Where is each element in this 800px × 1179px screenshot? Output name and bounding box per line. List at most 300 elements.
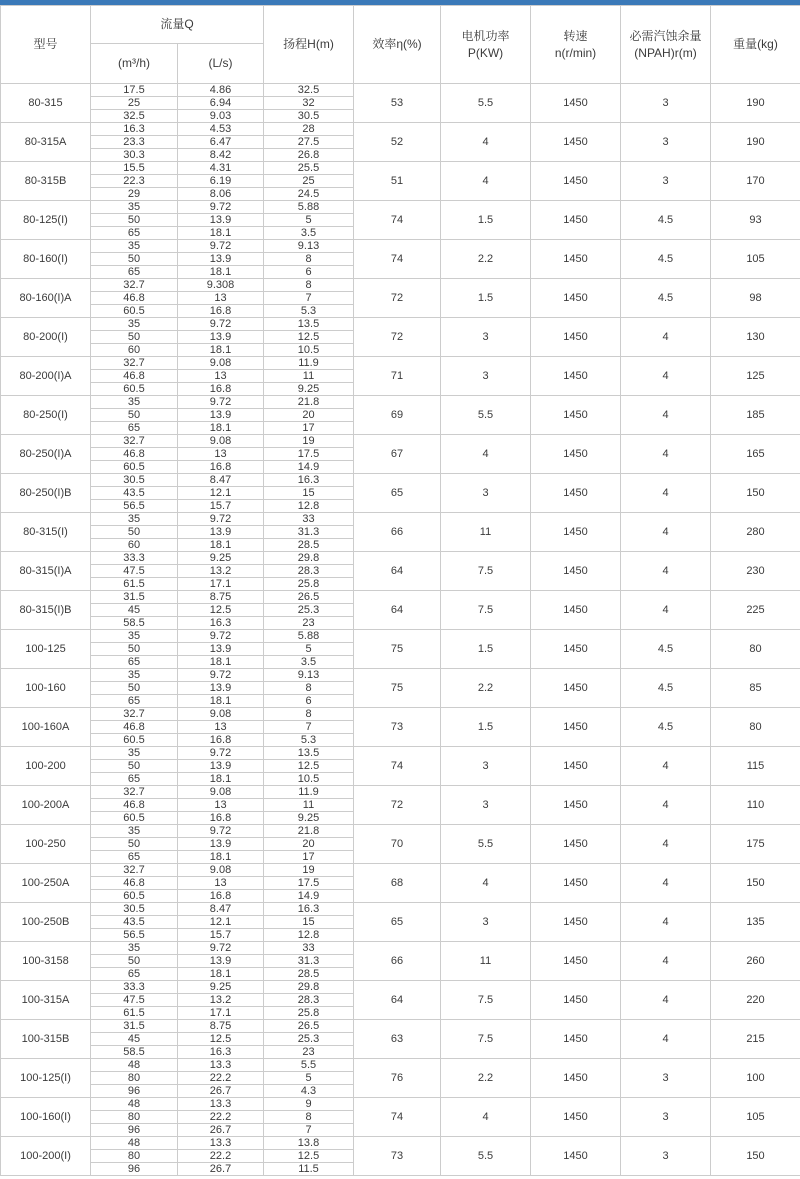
head-cell: 7	[264, 1124, 354, 1137]
flow-m3h-cell: 46.8	[91, 370, 178, 383]
flow-m3h-cell: 25	[91, 97, 178, 110]
flow-m3h-cell: 35	[91, 942, 178, 955]
flow-ls-cell: 9.72	[178, 825, 264, 838]
spec-row	[1, 981, 800, 994]
flow-m3h-cell: 47.5	[91, 565, 178, 578]
flow-m3h-cell: 48	[91, 1059, 178, 1072]
flow-ls-cell: 13	[178, 370, 264, 383]
flow-ls-cell: 8.47	[178, 474, 264, 487]
flow-m3h-cell: 16.3	[91, 123, 178, 136]
flow-ls-cell: 26.7	[178, 1085, 264, 1098]
flow-m3h-cell: 56.5	[91, 500, 178, 513]
efficiency-cell: 69	[354, 396, 441, 435]
weight-cell: 185	[711, 396, 800, 435]
flow-ls-cell: 13.9	[178, 526, 264, 539]
weight-cell: 280	[711, 513, 800, 552]
power-cell: 2.2	[441, 669, 531, 708]
head-cell: 4.3	[264, 1085, 354, 1098]
spec-row	[1, 84, 800, 97]
npsh-cell: 4	[621, 435, 711, 474]
head-cell: 28.5	[264, 968, 354, 981]
flow-m3h-cell: 33.3	[91, 552, 178, 565]
weight-cell: 215	[711, 1020, 800, 1059]
speed-cell: 1450	[531, 1098, 621, 1137]
flow-ls-cell: 9.308	[178, 279, 264, 292]
spec-row	[1, 396, 800, 409]
weight-cell: 98	[711, 279, 800, 318]
speed-cell: 1450	[531, 279, 621, 318]
flow-ls-cell: 13.9	[178, 838, 264, 851]
weight-cell: 150	[711, 864, 800, 903]
flow-m3h-cell: 50	[91, 760, 178, 773]
head-cell: 17	[264, 422, 354, 435]
weight-cell: 105	[711, 240, 800, 279]
flow-m3h-cell: 80	[91, 1072, 178, 1085]
weight-cell: 150	[711, 474, 800, 513]
flow-ls-cell: 13	[178, 877, 264, 890]
flow-ls-cell: 17.1	[178, 1007, 264, 1020]
head-cell: 16.3	[264, 903, 354, 916]
head-cell: 25.5	[264, 162, 354, 175]
head-cell: 6	[264, 695, 354, 708]
head-cell: 23	[264, 617, 354, 630]
flow-ls-cell: 8.75	[178, 591, 264, 604]
flow-m3h-cell: 50	[91, 214, 178, 227]
flow-ls-cell: 12.1	[178, 487, 264, 500]
head-cell: 10.5	[264, 773, 354, 786]
flow-m3h-cell: 80	[91, 1150, 178, 1163]
npsh-cell: 3	[621, 1098, 711, 1137]
spec-row	[1, 786, 800, 799]
spec-row	[1, 357, 800, 370]
speed-cell: 1450	[531, 513, 621, 552]
head-cell: 26.5	[264, 591, 354, 604]
head-cell: 20	[264, 409, 354, 422]
speed-cell: 1450	[531, 162, 621, 201]
flow-m3h-cell: 50	[91, 409, 178, 422]
efficiency-cell: 72	[354, 318, 441, 357]
weight-cell: 190	[711, 123, 800, 162]
npsh-cell: 4	[621, 864, 711, 903]
weight-cell: 115	[711, 747, 800, 786]
efficiency-cell: 74	[354, 201, 441, 240]
spec-row	[1, 474, 800, 487]
speed-cell: 1450	[531, 669, 621, 708]
flow-m3h-cell: 46.8	[91, 448, 178, 461]
flow-m3h-cell: 65	[91, 422, 178, 435]
power-cell: 4	[441, 162, 531, 201]
flow-ls-cell: 16.8	[178, 383, 264, 396]
flow-m3h-cell: 32.7	[91, 786, 178, 799]
flow-m3h-cell: 33.3	[91, 981, 178, 994]
head-cell: 7	[264, 292, 354, 305]
power-cell: 5.5	[441, 84, 531, 123]
flow-m3h-cell: 43.5	[91, 916, 178, 929]
efficiency-cell: 67	[354, 435, 441, 474]
table-body	[1, 84, 800, 1176]
head-cell: 5.3	[264, 734, 354, 747]
flow-m3h-cell: 46.8	[91, 721, 178, 734]
head-cell: 25.8	[264, 1007, 354, 1020]
efficiency-cell: 75	[354, 669, 441, 708]
flow-m3h-cell: 60.5	[91, 383, 178, 396]
flow-ls-cell: 16.8	[178, 734, 264, 747]
flow-ls-cell: 18.1	[178, 695, 264, 708]
flow-ls-cell: 9.72	[178, 747, 264, 760]
head-cell: 15	[264, 487, 354, 500]
npsh-cell: 4	[621, 396, 711, 435]
head-cell: 6	[264, 266, 354, 279]
efficiency-cell: 74	[354, 747, 441, 786]
spec-row	[1, 903, 800, 916]
flow-m3h-cell: 35	[91, 825, 178, 838]
flow-m3h-cell: 61.5	[91, 1007, 178, 1020]
flow-ls-cell: 12.5	[178, 604, 264, 617]
efficiency-cell: 64	[354, 981, 441, 1020]
weight-cell: 80	[711, 708, 800, 747]
head-cell: 26.8	[264, 149, 354, 162]
flow-ls-cell: 9.25	[178, 552, 264, 565]
head-cell: 32.5	[264, 84, 354, 97]
flow-ls-cell: 17.1	[178, 578, 264, 591]
flow-ls-cell: 9.08	[178, 435, 264, 448]
power-cell: 5.5	[441, 1137, 531, 1176]
flow-ls-cell: 15.7	[178, 500, 264, 513]
head-cell: 5.88	[264, 630, 354, 643]
npsh-cell: 4	[621, 786, 711, 825]
col-header-efficiency: 效率η(%)	[354, 6, 441, 84]
power-cell: 7.5	[441, 1020, 531, 1059]
spec-row	[1, 708, 800, 721]
efficiency-cell: 65	[354, 903, 441, 942]
flow-ls-cell: 13.3	[178, 1059, 264, 1072]
pump-spec-table	[0, 5, 800, 1176]
spec-row	[1, 279, 800, 292]
model-cell: 100-125	[1, 630, 91, 669]
flow-ls-cell: 18.1	[178, 266, 264, 279]
head-cell: 30.5	[264, 110, 354, 123]
flow-m3h-cell: 35	[91, 669, 178, 682]
weight-cell: 260	[711, 942, 800, 981]
flow-ls-cell: 18.1	[178, 422, 264, 435]
head-cell: 9.13	[264, 240, 354, 253]
speed-cell: 1450	[531, 981, 621, 1020]
flow-ls-cell: 9.25	[178, 981, 264, 994]
flow-ls-cell: 22.2	[178, 1150, 264, 1163]
flow-m3h-cell: 58.5	[91, 617, 178, 630]
flow-ls-cell: 18.1	[178, 851, 264, 864]
speed-cell: 1450	[531, 630, 621, 669]
spec-row	[1, 552, 800, 565]
npsh-cell: 4.5	[621, 279, 711, 318]
flow-ls-cell: 16.8	[178, 890, 264, 903]
flow-m3h-cell: 32.7	[91, 864, 178, 877]
head-cell: 13.5	[264, 318, 354, 331]
flow-m3h-cell: 60	[91, 344, 178, 357]
flow-ls-cell: 18.1	[178, 227, 264, 240]
speed-cell: 1450	[531, 357, 621, 396]
model-cell: 80-160(I)	[1, 240, 91, 279]
speed-cell: 1450	[531, 84, 621, 123]
flow-ls-cell: 4.86	[178, 84, 264, 97]
flow-m3h-cell: 35	[91, 630, 178, 643]
flow-m3h-cell: 58.5	[91, 1046, 178, 1059]
flow-m3h-cell: 96	[91, 1085, 178, 1098]
speed-cell: 1450	[531, 903, 621, 942]
efficiency-cell: 74	[354, 1098, 441, 1137]
col-header-speed	[531, 6, 621, 84]
model-cell: 100-315A	[1, 981, 91, 1020]
head-cell: 8	[264, 253, 354, 266]
flow-ls-cell: 13	[178, 448, 264, 461]
head-cell: 24.5	[264, 188, 354, 201]
flow-ls-cell: 18.1	[178, 344, 264, 357]
flow-ls-cell: 8.42	[178, 149, 264, 162]
head-cell: 13.8	[264, 1137, 354, 1150]
model-cell: 100-250	[1, 825, 91, 864]
flow-ls-cell: 13	[178, 292, 264, 305]
head-cell: 17.5	[264, 877, 354, 890]
flow-ls-cell: 18.1	[178, 968, 264, 981]
flow-m3h-cell: 96	[91, 1163, 178, 1176]
flow-m3h-cell: 48	[91, 1137, 178, 1150]
flow-ls-cell: 4.31	[178, 162, 264, 175]
weight-cell: 93	[711, 201, 800, 240]
head-cell: 13.5	[264, 747, 354, 760]
head-cell: 17.5	[264, 448, 354, 461]
head-cell: 31.3	[264, 526, 354, 539]
speed-cell: 1450	[531, 708, 621, 747]
power-cell: 3	[441, 357, 531, 396]
flow-ls-cell: 12.1	[178, 916, 264, 929]
head-cell: 21.8	[264, 825, 354, 838]
head-cell: 26.5	[264, 1020, 354, 1033]
weight-cell: 220	[711, 981, 800, 1020]
model-cell: 100-160A	[1, 708, 91, 747]
flow-ls-cell: 13.9	[178, 331, 264, 344]
head-cell: 11.9	[264, 786, 354, 799]
flow-ls-cell: 13.2	[178, 994, 264, 1007]
npsh-cell: 4	[621, 903, 711, 942]
flow-ls-cell: 16.3	[178, 1046, 264, 1059]
spec-row	[1, 825, 800, 838]
head-cell: 9.25	[264, 812, 354, 825]
npsh-header-line2: (NPAH)r(m)	[634, 45, 697, 60]
head-cell: 12.5	[264, 1150, 354, 1163]
spec-row	[1, 591, 800, 604]
npsh-cell: 4.5	[621, 240, 711, 279]
weight-cell: 230	[711, 552, 800, 591]
speed-cell: 1450	[531, 825, 621, 864]
spec-row	[1, 669, 800, 682]
efficiency-cell: 63	[354, 1020, 441, 1059]
flow-m3h-cell: 65	[91, 968, 178, 981]
flow-m3h-cell: 32.7	[91, 708, 178, 721]
flow-ls-cell: 13.9	[178, 643, 264, 656]
flow-ls-cell: 16.8	[178, 461, 264, 474]
spec-row	[1, 1059, 800, 1072]
head-cell: 16.3	[264, 474, 354, 487]
head-cell: 5	[264, 214, 354, 227]
col-header-model: 型号	[1, 6, 91, 84]
speed-cell: 1450	[531, 1137, 621, 1176]
flow-m3h-cell: 30.5	[91, 474, 178, 487]
npsh-cell: 3	[621, 123, 711, 162]
npsh-cell: 4	[621, 357, 711, 396]
weight-cell: 130	[711, 318, 800, 357]
flow-m3h-cell: 32.7	[91, 357, 178, 370]
spec-row	[1, 1020, 800, 1033]
power-cell: 2.2	[441, 240, 531, 279]
head-cell: 33	[264, 513, 354, 526]
flow-ls-cell: 18.1	[178, 773, 264, 786]
npsh-cell: 4	[621, 318, 711, 357]
flow-m3h-cell: 60.5	[91, 461, 178, 474]
flow-ls-cell: 13.9	[178, 253, 264, 266]
efficiency-cell: 51	[354, 162, 441, 201]
flow-ls-cell: 6.94	[178, 97, 264, 110]
efficiency-cell: 64	[354, 552, 441, 591]
flow-ls-cell: 13	[178, 799, 264, 812]
power-cell: 3	[441, 903, 531, 942]
head-cell: 11.5	[264, 1163, 354, 1176]
model-cell: 80-250(I)A	[1, 435, 91, 474]
model-cell: 80-315	[1, 84, 91, 123]
head-cell: 12.8	[264, 500, 354, 513]
flow-ls-cell: 13.3	[178, 1137, 264, 1150]
speed-cell: 1450	[531, 396, 621, 435]
flow-m3h-cell: 50	[91, 253, 178, 266]
npsh-cell: 4	[621, 825, 711, 864]
spec-row	[1, 1098, 800, 1111]
npsh-cell: 4	[621, 942, 711, 981]
efficiency-cell: 53	[354, 84, 441, 123]
speed-cell: 1450	[531, 201, 621, 240]
head-cell: 3.5	[264, 227, 354, 240]
spec-row	[1, 747, 800, 760]
npsh-cell: 4	[621, 474, 711, 513]
col-header-npsh	[621, 6, 711, 84]
head-cell: 11	[264, 370, 354, 383]
model-cell: 100-250A	[1, 864, 91, 903]
head-cell: 11.9	[264, 357, 354, 370]
speed-cell: 1450	[531, 552, 621, 591]
flow-m3h-cell: 22.3	[91, 175, 178, 188]
power-cell: 4	[441, 864, 531, 903]
flow-ls-cell: 16.8	[178, 812, 264, 825]
head-cell: 5	[264, 643, 354, 656]
head-cell: 14.9	[264, 461, 354, 474]
flow-m3h-cell: 35	[91, 396, 178, 409]
head-cell: 8	[264, 708, 354, 721]
flow-ls-cell: 9.08	[178, 786, 264, 799]
flow-ls-cell: 9.72	[178, 201, 264, 214]
model-cell: 80-315A	[1, 123, 91, 162]
flow-ls-cell: 9.72	[178, 630, 264, 643]
flow-m3h-cell: 65	[91, 773, 178, 786]
model-cell: 100-315B	[1, 1020, 91, 1059]
speed-cell: 1450	[531, 786, 621, 825]
weight-cell: 85	[711, 669, 800, 708]
power-cell: 3	[441, 786, 531, 825]
flow-m3h-cell: 35	[91, 240, 178, 253]
weight-cell: 125	[711, 357, 800, 396]
power-cell: 3	[441, 318, 531, 357]
flow-ls-cell: 22.2	[178, 1072, 264, 1085]
weight-cell: 225	[711, 591, 800, 630]
head-cell: 10.5	[264, 344, 354, 357]
model-cell: 100-200(I)	[1, 1137, 91, 1176]
weight-cell: 105	[711, 1098, 800, 1137]
spec-row	[1, 201, 800, 214]
npsh-cell: 4	[621, 591, 711, 630]
spec-row	[1, 162, 800, 175]
flow-m3h-cell: 35	[91, 747, 178, 760]
flow-m3h-cell: 60.5	[91, 812, 178, 825]
flow-m3h-cell: 32.7	[91, 279, 178, 292]
efficiency-cell: 68	[354, 864, 441, 903]
head-cell: 33	[264, 942, 354, 955]
power-header-line2: P(KW)	[467, 45, 504, 60]
head-cell: 25.3	[264, 1033, 354, 1046]
head-cell: 19	[264, 864, 354, 877]
spec-row	[1, 318, 800, 331]
flow-m3h-cell: 32.5	[91, 110, 178, 123]
efficiency-cell: 70	[354, 825, 441, 864]
flow-ls-cell: 6.47	[178, 136, 264, 149]
model-cell: 80-315(I)A	[1, 552, 91, 591]
flow-m3h-cell: 47.5	[91, 994, 178, 1007]
speed-header-line2: n(r/min)	[554, 45, 597, 60]
spec-row	[1, 513, 800, 526]
flow-ls-cell: 9.72	[178, 396, 264, 409]
efficiency-cell: 73	[354, 708, 441, 747]
flow-m3h-cell: 31.5	[91, 591, 178, 604]
power-cell: 4	[441, 435, 531, 474]
speed-cell: 1450	[531, 318, 621, 357]
npsh-header-line1: 必需汽蚀余量	[629, 29, 702, 44]
model-cell: 100-200	[1, 747, 91, 786]
flow-ls-cell: 13.3	[178, 1098, 264, 1111]
flow-ls-cell: 9.08	[178, 864, 264, 877]
model-cell: 80-200(I)	[1, 318, 91, 357]
flow-m3h-cell: 65	[91, 851, 178, 864]
speed-cell: 1450	[531, 591, 621, 630]
flow-ls-cell: 13.9	[178, 682, 264, 695]
power-cell: 1.5	[441, 630, 531, 669]
head-cell: 12.8	[264, 929, 354, 942]
flow-m3h-cell: 35	[91, 318, 178, 331]
flow-ls-cell: 13.9	[178, 955, 264, 968]
npsh-cell: 3	[621, 1137, 711, 1176]
power-cell: 1.5	[441, 279, 531, 318]
flow-ls-cell: 22.2	[178, 1111, 264, 1124]
speed-cell: 1450	[531, 864, 621, 903]
weight-cell: 110	[711, 786, 800, 825]
flow-m3h-cell: 45	[91, 604, 178, 617]
head-cell: 25.8	[264, 578, 354, 591]
head-cell: 8	[264, 1111, 354, 1124]
model-cell: 80-315B	[1, 162, 91, 201]
efficiency-cell: 64	[354, 591, 441, 630]
speed-cell: 1450	[531, 435, 621, 474]
head-cell: 5.3	[264, 305, 354, 318]
power-cell: 2.2	[441, 1059, 531, 1098]
head-cell: 32	[264, 97, 354, 110]
col-header-weight: 重量(kg)	[711, 6, 800, 84]
head-cell: 29.8	[264, 981, 354, 994]
efficiency-cell: 65	[354, 474, 441, 513]
